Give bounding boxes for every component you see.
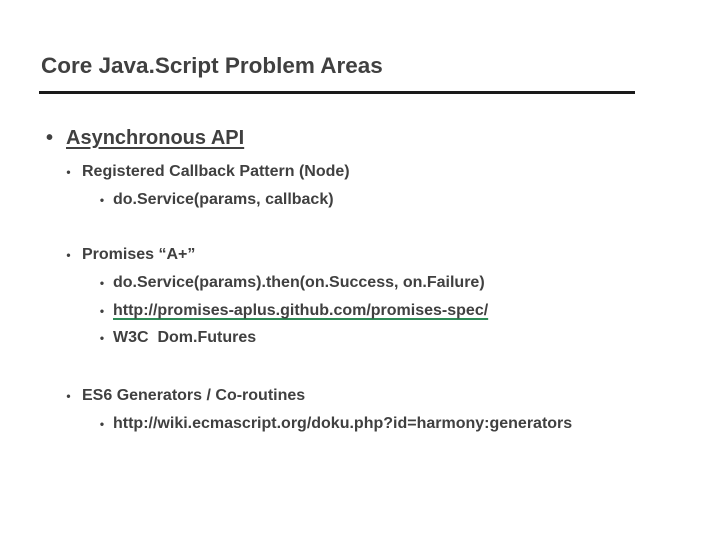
bullet-icon: •	[66, 165, 71, 179]
bullet-icon: •	[99, 304, 105, 318]
bullet-icon: •	[99, 417, 105, 431]
bullet-icon: •	[45, 127, 53, 149]
group-label: ES6 Generators / Co-routines	[82, 387, 306, 404]
list-item	[91, 191, 334, 209]
bullet-icon: •	[99, 331, 105, 345]
group-bullet-promises	[55, 246, 195, 264]
group-bullet-callback	[55, 163, 350, 181]
section-bullet	[33, 127, 244, 150]
group-label: Promises “A+”	[82, 246, 196, 263]
list-item	[91, 329, 256, 347]
title-divider	[39, 91, 635, 94]
bullet-icon: •	[66, 248, 71, 262]
slide-title: Core Java.Script Problem Areas	[41, 53, 383, 78]
list-item-text: W3C Dom.Futures	[113, 329, 257, 346]
bullet-icon: •	[66, 389, 71, 403]
list-item-text: http://wiki.ecmascript.org/doku.php?id=harmony:generators	[113, 415, 573, 432]
promises-spec-link[interactable]: http://promises-aplus.github.com/promises-spec/	[113, 302, 489, 319]
group-bullet-generators	[55, 387, 305, 405]
list-item-text: do.Service(params, callback)	[113, 191, 334, 208]
list-item	[91, 415, 572, 433]
list-item-text: do.Service(params).then(on.Success, on.Failure)	[113, 274, 485, 291]
bullet-icon: •	[99, 276, 105, 290]
section-label: Asynchronous API	[66, 127, 245, 149]
bullet-icon: •	[99, 193, 105, 207]
list-item	[91, 302, 488, 320]
list-item	[91, 274, 485, 292]
group-label: Registered Callback Pattern (Node)	[82, 163, 350, 180]
